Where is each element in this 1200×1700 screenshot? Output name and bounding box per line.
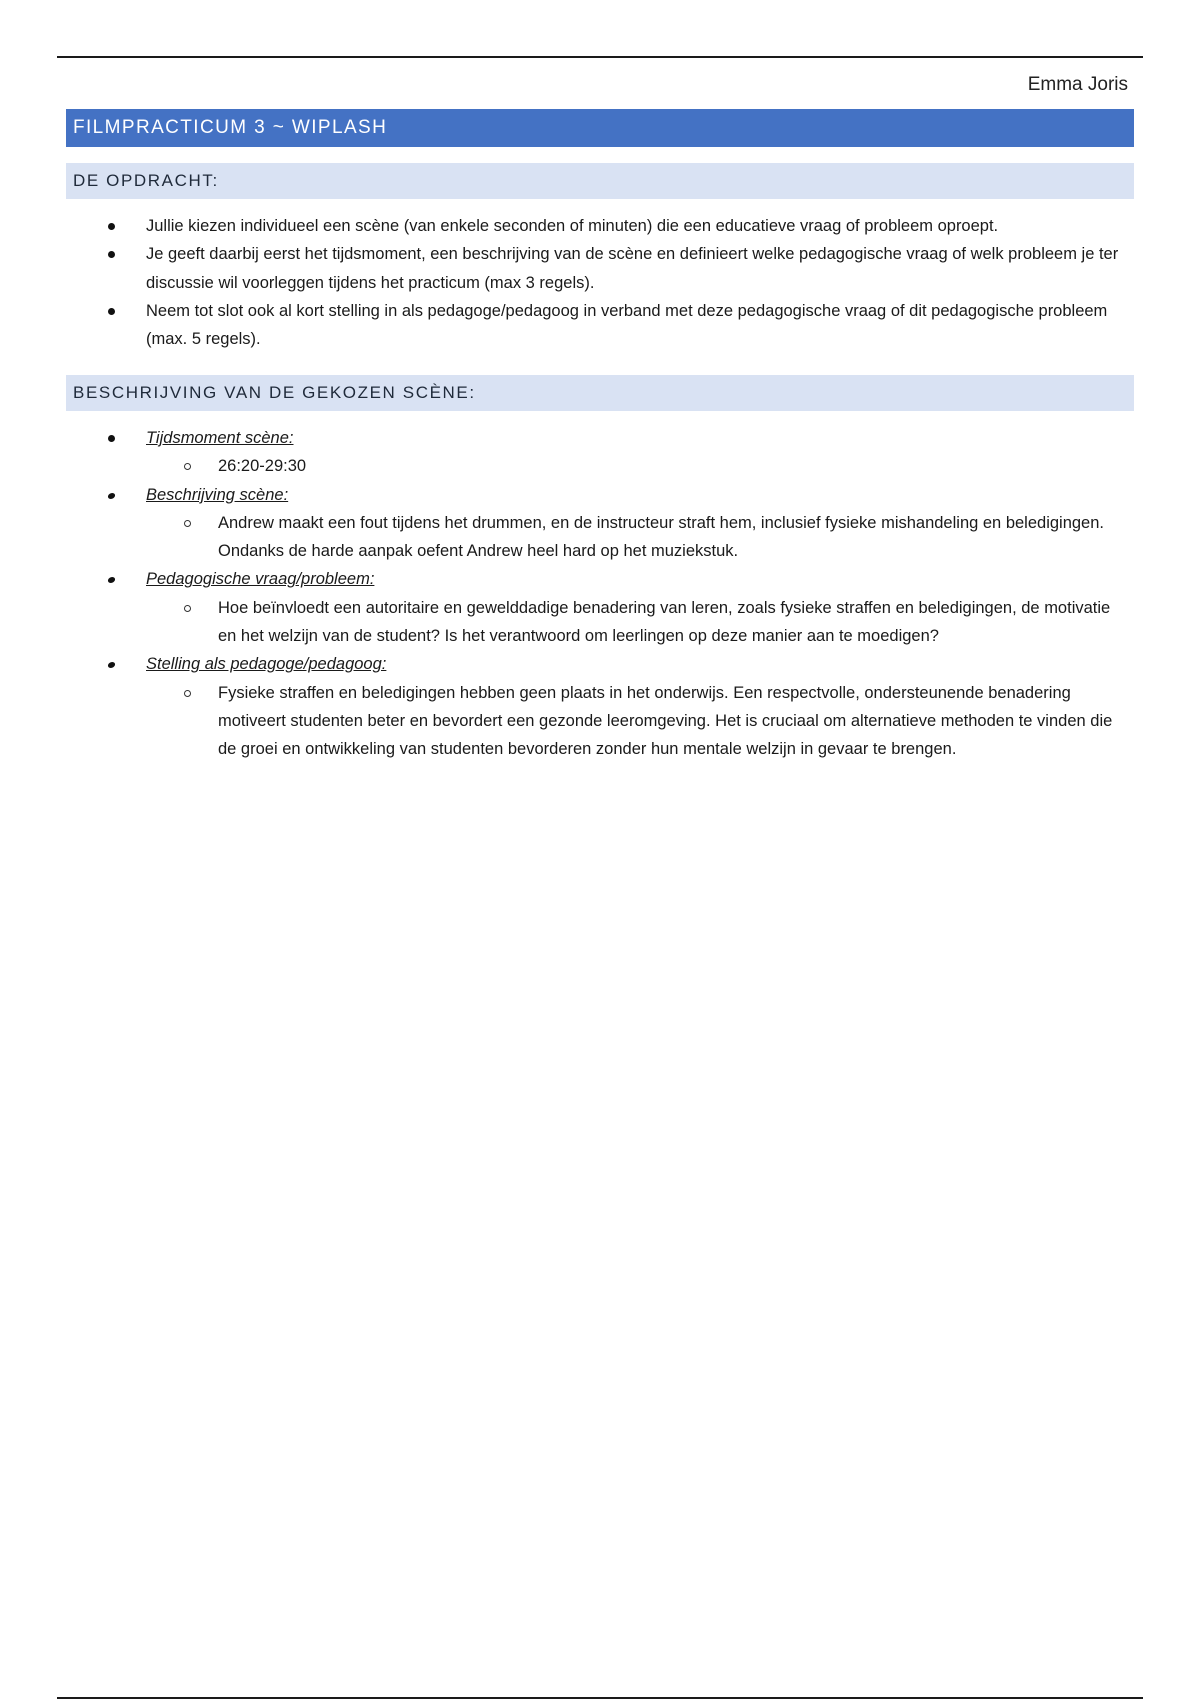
list-item-text: Je geeft daarbij eerst het tijdsmoment, een beschrijving van de scène en definieert welke pedagogische vraag of welk probleem je ter discussie wil voorleggen tijdens het practicum (max 3 regels). <box>146 245 1119 292</box>
pedagogical-question-text: Hoe beïnvloedt een autoritaire en gewelddadige benadering van leren, zoals fysieke straffen en beledigingen, de motivatie en het welzijn van de student? Is het verantwoord om leerlingen op deze manier aan te moedigen? <box>218 598 1111 646</box>
bullet-icon <box>107 577 115 583</box>
scene-time-label: Tijdsmoment scène: <box>146 429 294 447</box>
author-name: Emma Joris <box>1027 74 1128 95</box>
circle-bullet-icon <box>184 605 191 612</box>
bullet-icon <box>107 493 115 499</box>
scene-description-text: Andrew maakt een fout tijdens het drummen, en de instructeur straft hem, inclusief fysieke mishandeling en beledigingen. Ondanks de harde aanpak oefent Andrew heel hard op het muziekstuk. <box>218 513 1104 561</box>
list-item <box>0 565 1200 593</box>
sub-list-item <box>0 509 1200 566</box>
list-item <box>0 297 1200 354</box>
list-item-text: Neem tot slot ook al kort stelling in als pedagoge/pedagoog in verband met deze pedagogische vraag of dit pedagogische probleem (max. 5 regels). <box>146 301 1108 349</box>
position-statement-label: Stelling als pedagoge/pedagoog: <box>146 655 387 674</box>
list-item <box>0 481 1200 509</box>
circle-bullet-icon <box>184 520 191 527</box>
bullet-icon <box>108 435 115 442</box>
list-item <box>0 240 1200 297</box>
list-item <box>0 212 1200 240</box>
scene-list <box>0 424 1200 764</box>
circle-bullet-icon <box>184 463 191 470</box>
scene-time-value: 26:20-29:30 <box>218 457 307 476</box>
bullet-icon <box>108 251 115 258</box>
position-statement-text: Fysieke straffen en beledigingen hebben geen plaats in het onderwijs. Een respectvolle, ondersteunende benadering motiveert studenten beter en bevordert een gezonde leeromgeving. Het is cruciaal om alternatieve methoden te vinden die de groei en ontwikkeling van studenten bevorderen zonder hun mentale welzijn in gevaar te brengen. <box>218 683 1113 759</box>
assignment-list <box>0 212 1200 353</box>
section-heading-scene: BESCHRIJVING VAN DE GEKOZEN SCÈNE: <box>66 375 1134 411</box>
sub-list-item <box>0 452 1200 480</box>
document-title: FILMPRACTICUM 3 ~ WIPLASH <box>66 109 1134 147</box>
bullet-icon <box>108 223 115 230</box>
bullet-icon <box>107 662 115 668</box>
sub-list-item <box>0 679 1200 764</box>
pedagogical-question-label: Pedagogische vraag/probleem: <box>146 570 375 589</box>
circle-bullet-icon <box>184 690 191 697</box>
sub-list-item <box>0 594 1200 651</box>
list-item <box>0 424 1200 452</box>
list-item-text: Jullie kiezen individueel een scène (van enkele seconden of minuten) die een educatieve vraag of probleem oproept. <box>146 217 999 235</box>
header-rule <box>57 56 1143 58</box>
scene-description-label: Beschrijving scène: <box>146 485 289 504</box>
footer-rule <box>57 1697 1143 1699</box>
list-item <box>0 650 1200 678</box>
bullet-icon <box>108 308 115 315</box>
section-heading-assignment: DE OPDRACHT: <box>66 163 1134 199</box>
